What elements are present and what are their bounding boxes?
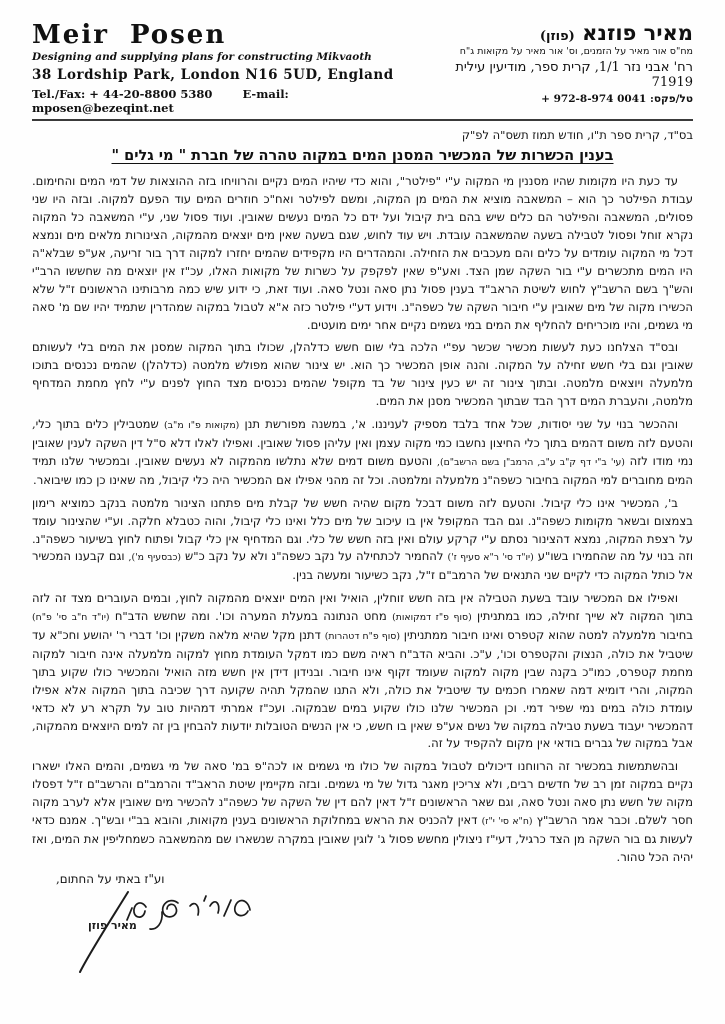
brand-address-hebrew: רח' אבני נזר 1/1, קרית ספר, מודיעין עילית 71919 [455, 60, 693, 91]
telfax-number: + 972-8-974 0041 [541, 93, 647, 106]
citation-text: (כבסעיף מ'), [128, 552, 182, 564]
signature-scribble-icon [46, 888, 261, 974]
closing-line: וע"ז באתי על החתום, [56, 871, 165, 886]
paragraph-text: ובהשתמשות במכשיר זה הרווחנו דיכולים לטבול במקוה של כולו מי גשמים או לכה"פ במ' סאה של מי גשמים, והמים האלו ישארו נקיים במקוה זמן רב של חדשים רבים, ולא צריכין מאגר גדול של מי גשמים. ובזה מקיימין שיטת הראב"ד והרמב"ם והרשב"ם ז"ל דפסלו מקוה של חשש נתן סאה ונטל סאה, וגם שאר הראשונים ז"ל דאין להם דין של השקה של כשפה"נ להכשיר מים שאובין אלא לערב מקוה חסר לשלם. וכבר אמר הרשב"ץ [32, 759, 693, 828]
paragraph-text: מחט הנתונה במעלת המערה וכו'. ומה שחשש הדב"ח [109, 609, 393, 624]
date-line: בס"ד, קרית ספר ת"ו, חודש תמוז תשס"ה לפ"ק [461, 128, 693, 143]
paragraph-text: דתנן מקל שהיא מלאה משקין וכו' דברי ר' יהושע וחכ"א עד שיטביל את כולה, הנצוק והקטפרס וכו', ע"כ. והביא הדב"ח ראיה משם כמו דמקל העומדת מחוץ למקוה מלמעלה אינה חיבור למקוה מחמת קטפרס, כמו"כ בקנה שבין מקוה למקוה שעומד זקוף אינו חיבור. ובנידון דידן אין חשש מזה הואיל והמכשיר כולו שקוע בתוך המקוה, והרי דומיא דמה שאמרו חכמים עד שיטביל את כולה, ולא התנו שהמקל תהיה שקועה דרך שכיבה בתוך המקוה אלא אפילו עומדת כולה במים נמי שפיר דמי. וכן המכשיר שלנו כולו שקוע במים שבמקוה. ועכ"ז אמרתי דמהיות טוב על תקרא רע לא כדאי דהמכשיר יעבוד בשעת טבילה במקוה של נשים אע"פ שאין בו חשש, כי אין הנשים הטובלות יודעות להבחין בין זה למים היוצאים מהמקוה, אבל במקוה של גברים בודאי אין מקום להקפיד על זה. [32, 628, 693, 751]
paragraph-text: שמטבילין כלים בתוך כלי, והטעם לזה משום דהמים בתוך כלי החיצון נחשבו כמי מקוה עצמן ואין עליהן פסול שאובין. ואפילו לאלו דלא ס"ל דין השקה לענין שאובין נמי מודו לזה [32, 417, 693, 468]
paragraph [32, 758, 693, 866]
citation-text: (יו"ד סי' ר"א סעיף ז') [447, 552, 534, 564]
citation-text: (עי' ב"י דף ק"ב ע"ב, הרמב"ן בשם הרשב"ם), [436, 456, 625, 468]
brand-tagline: Designing and supplying plans for constructing Mikvaoth [32, 51, 372, 64]
paragraph-text: וההכשר בנוי על שני יסודות, שכל אחד בלבד מספיק לעניננו. א', במשנה מפורשת תנן [239, 417, 678, 432]
brand-books-line: מח"ס אור מאיר על הזמנים, וס' אור מאיר על מקואות ג"ח [459, 46, 693, 58]
letterhead-hebrew [420, 22, 693, 105]
letterhead [32, 22, 693, 115]
brand-telfax: Tel./Fax: + 44-20-8800 5380 [32, 87, 213, 102]
body-paragraphs [32, 173, 693, 867]
signature-printed-name: מאיר פוזן [88, 918, 137, 932]
citation-text: (יו"ד ח"ב סי' פ"ח) [32, 612, 110, 624]
letterhead-divider [32, 119, 693, 121]
paragraph-text: עד כעת היו מקומות שהיו מסננין מי המקוה ע"י "פילטר", והוא כדי שיהיו המים נקיים והרוויחו בזה ההוצאות של דמי המים והחימום. עבודת הפילטר כך הוא – המשאבה מוציא את המים מן המקוה, ומשם לפילטר ואח"כ חוזרים המים עוד הפעם למקוה. ובזה היו שני פסולים, המשאבה והפילטר הם כלים שיש בהם בית קיבול ועל ידם כל המים נעשים שאובין. ועוד פסול שני, ע"י המשאבה כל המקוה נקרא זוחל ופסול לטבילה בשעה שהמשאבה עובדת. ויש עוד לחוש, שגם בשעה שאין מים יוצאים מהמקוה, הצינורות מלאים מים ונמצא דכל מי המקוה עומדים על כלים והם מעכבים את הזחילה. והמהדרים היו מקפידים שהמים יחזרו למקוה דרך בור זריעה, אע"פ שבלא"ה היו המים מתכשרים ע"י בור השקה שמן הצד. ואע"פ שאין לפקפק על כשרות של מקואות האלו, עכ"ז אין יוצאים מה שחששו הרב"י והש"ך בשם הרשב"ץ לחוש לשיטת הראב"ד בענין פסול נתן סאה ונטל סאה. ועוד זאת, כי ידוע שיש כמה מרבותינו הראשונים ז"ל שלא הכשירו מקוה של מים שאובין ע"י חיבור השקה של כשפה"נ. וידוע דע"י פילטר כזה א"א לטבול במקוה שמהדרין שתמיד יהיו שם מ' סאה מי גשמים, והיו מוכריחים להחליף את המים במי גשמים נקיים אחר ימים מועטים. [32, 174, 693, 332]
letterhead-english [32, 22, 420, 115]
paragraph-text: להחמיר לכתחילה על נקב כשפה"נ ולא על נקב כ"ש [181, 549, 448, 564]
brand-name-hebrew: מאיר פוזנא (פוזן) [539, 20, 693, 45]
brand-telfax-hebrew [420, 93, 693, 105]
paragraph [32, 495, 693, 586]
brand-email: E-mail: mposen@bezeqint.net [32, 87, 289, 116]
telfax-label: טל/פקס: [650, 93, 693, 106]
paragraph [32, 416, 693, 490]
citation-text: (סוף פ"ח דטהרות) [324, 631, 400, 643]
brand-name-english: Meir Posen [32, 20, 227, 50]
paragraph-text: בחיבור מלמעלה למטה שהוא קטפרס ואינו חיבור ממתניתין [399, 628, 693, 643]
brand-contact-english [32, 87, 420, 115]
paragraph-text: והטעם משום דמים שלא נתלשו מהמקוה לא נעשים שאובין. ובמכשיר שלנו תמיד המים מחוברים למי המקוה בחיבור כשפה"נ מלמעלה ומלמטה. וכל זה מהני אפילו אם המכשיר היה כלי קיבול, מה שאינו כן כמו שיבואר. [32, 453, 693, 487]
paragraph [32, 590, 693, 753]
paragraph [32, 173, 693, 334]
signature-block [46, 888, 261, 974]
paragraph-text: ואפילו אם המכשיר עובד בשעת הטבילה אין בזה חשש זוחלין, הואיל ואין המים יוצאים מהמקוה לחוץ, ובמים העוברים מצד זה לזה בתוך המקוה לא שייך זחילה, כמו במתניתין [32, 591, 693, 624]
citation-text: (ח"א סי' י"ז) [481, 816, 533, 828]
paragraph-text: וגם קבענו המכשיר אל כותל המקוה כדי לקיים שני התנאים של הרמב"ם ז"ל, נקב כשיעור ומעשה בנין. [32, 549, 693, 583]
paragraph-text: דאין להכניס את הראש במחלוקת הראשונים בענין מקואות, והובא בב"י ובש"ך. אמנם כדאי לעשות גם בור השקה מן הצד כרגיל, דעי"ז ניצולין מחשש פסול ג' לוגין שאובין במקרה שנשארו שם מהמשאבה כשמחליפין את המים, ואז יהיה הכל טהור. [32, 813, 693, 864]
paragraph-text: ב', המכשיר אינו כלי קיבול. והטעם לזה משום דבכל מקום שהיה חשש של קבלת מים פתחנו הצינור מלמטה בנקב כמוציא רימון בצמצום ובשאר מקומות כשפה"נ. וגם הבד המקופל אין בו עיכוב של מים כלל ואינו כלי קיבול, והוה כטבלא חלקה. וע"י שהצינור עומד על רצפת המקוה, נמצא דהצינור נסתם ע"י קרקע עולם ואין בזה חשש של כלי. וגם המדחיף אין כלי קבול ופתוח לחוץ בשיעור כשפה"נ. וזה בנוי על מה שהחמירו בשו"ע [32, 495, 693, 564]
paragraph [32, 339, 693, 411]
citation-text: (מקואות פ"ו מ"ב) [164, 420, 240, 432]
citation-text: (סוף פ"ז דמקואות) [392, 612, 472, 624]
brand-address-english: 38 Lordship Park, London N16 5UD, England [32, 67, 394, 84]
page-title: בענין הכשרות של המכשיר המסנן המים במקוה טהרה של חברת " מי גלים " [111, 147, 614, 165]
paragraph-text: ובס"ד הצלחנו כעת לעשות מכשיר שכשר עפ"י הלכה בלי שום חשש כדלהלן, שכולו בתוך המקוה שמסנן את המים בלי לעשותם שאובין וגם בלי חשש זחילה על המקוה. והנה אופן המכשיר כך הוא. יש צינור שהוא מפולש מלמטה (כדלהלן) שהמים נכנסים בתוכו מלמעלה ויוצאים מלמטה. ובתוך צינור זה יש כעין צינור של בד מקופל שהמים נכנסים מצד החוץ לפנים ע"י לחץ מחמת המדחיף מלמטה, והעברת המים דרך הבד שבתוך המכשיר מסנן את המים. [32, 340, 693, 409]
brand-name-suffix: (פוזן) [539, 29, 575, 44]
